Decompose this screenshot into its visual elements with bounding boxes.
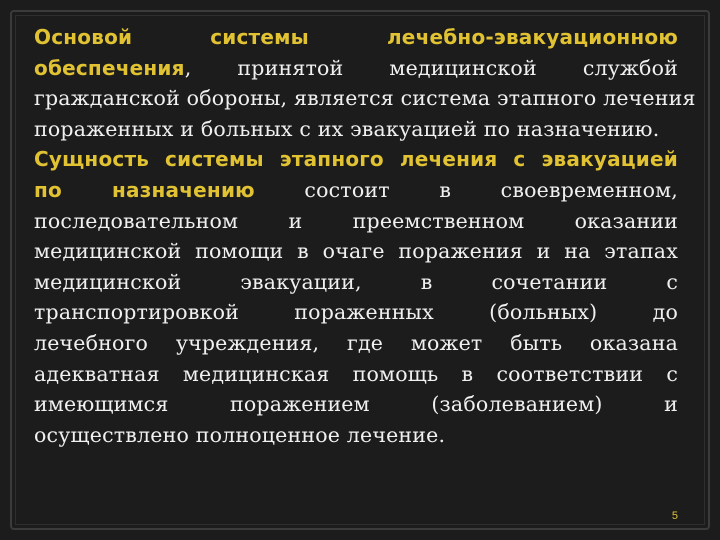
slide-content — [34, 22, 696, 450]
paragraph-line: пораженных и больных с их эвакуацией по назначению. — [34, 116, 660, 141]
paragraph-line: последовательном и преемственном оказании — [34, 208, 678, 233]
essence-heading: Сущность системы этапного лечения с эвакуацией — [34, 147, 678, 172]
paragraph-line: лечебного учреждения, где может быть оказана — [34, 330, 678, 355]
term-lechebno-evakuacionnoyu: лечебно-эвакуационною — [386, 25, 678, 49]
paragraph-line — [34, 175, 678, 206]
term-osnovoy: Основой — [34, 25, 133, 49]
paragraph-line: осуществлено полноценное лечение. — [34, 422, 446, 447]
paragraph-text: состоит в своевременном, — [254, 177, 678, 202]
page-number: 5 — [671, 510, 678, 522]
term-po-naznacheniyu: по назначению — [34, 177, 255, 202]
paragraph-line: адекватная медицинская помощь в соответствии с — [34, 361, 678, 386]
paragraph-line: гражданской обороны, является система этапного лечения — [34, 86, 696, 111]
paragraph-essence — [34, 144, 678, 450]
paragraph-line — [34, 53, 678, 84]
paragraph-definition — [34, 22, 696, 144]
paragraph-text: , принятой медицинской службой — [184, 55, 678, 80]
paragraph-line — [34, 22, 678, 53]
term-sistemy: системы — [210, 25, 309, 49]
paragraph-line: медицинской эвакуации, в сочетании с — [34, 269, 678, 294]
paragraph-line: транспортировкой пораженных (больных) до — [34, 300, 678, 325]
paragraph-line: медицинской помощи в очаге поражения и на этапах — [34, 239, 678, 264]
term-obespecheniya: обеспечения — [34, 55, 185, 80]
paragraph-line: имеющимся поражением (заболеванием) и — [34, 392, 678, 417]
